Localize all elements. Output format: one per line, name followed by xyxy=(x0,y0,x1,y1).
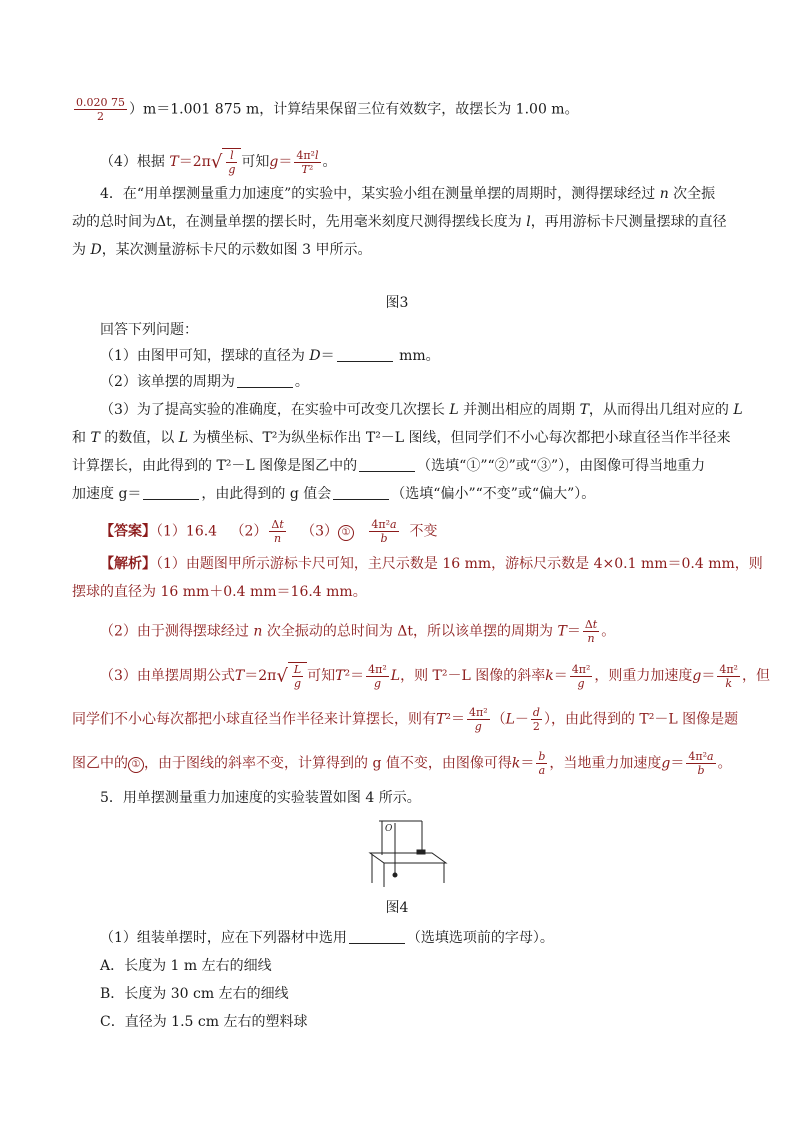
q4-sub-1: （1）由图甲可知，摆球的直径为 D＝ mm。 xyxy=(100,348,440,364)
q5-sub-1: （1）组装单摆时，应在下列器材中选用 （选填选项前的字母）。 xyxy=(100,930,554,946)
answer-blank xyxy=(143,485,199,500)
analysis-line-2: 摆球的直径为 16 mm＋0.4 mm＝16.4 mm。 xyxy=(72,584,367,600)
answer-blank xyxy=(333,485,389,500)
q4-para-line-2: 动的总时间为Δt，在测量单摆的摆长时，先用毫米刻度尺测得摆线长度为 l，再用游标卡尺测量摆球的直径 xyxy=(72,214,727,230)
figure-3-caption: 图3 xyxy=(385,295,409,311)
figure-4-caption: 图4 xyxy=(385,900,409,916)
top-line-1: $\frac{0.020 75}{2}$ ）m＝1.001 875 m，计算结果保留三位有效数字，故摆长为 1.00 m。 xyxy=(76,96,579,123)
q5-option-c: C．直径为 1.5 cm 左右的塑料球 xyxy=(100,1014,308,1030)
q4-prompt: 回答下列问题： xyxy=(100,322,198,338)
q4-para-line-1: 4．在“用单摆测量重力加速度”的实验中，某实验小组在测量单摆的周期时，测得摆球经过 n 次全振 xyxy=(100,186,716,202)
q4-para-line-3: 为 D，某次测量游标卡尺的示数如图 3 甲所示。 xyxy=(72,242,372,258)
answer-line: 【答案】（1）16.4 （2） $\frac{\Delta t}{n}$ （3） ① $\frac{\text{4π²a}}{b}$ 不变 xyxy=(100,518,438,545)
q4-sub-3-line-3: 计算摆长，由此得到的 T²－L 图像是图乙中的 （选填“①”“②”或“③”），由图像可得当地重力 xyxy=(72,458,706,474)
answer-blank xyxy=(359,457,415,472)
answer-blank xyxy=(337,347,393,362)
answer-blank xyxy=(349,929,405,944)
q5-intro: 5．用单摆测量重力加速度的实验装置如图 4 所示。 xyxy=(100,790,421,806)
pendulum-apparatus-figure xyxy=(362,817,448,887)
q5-option-a: A．长度为 1 m 左右的细线 xyxy=(100,958,272,974)
answer-blank xyxy=(237,373,293,388)
pivot-label: O xyxy=(385,824,393,834)
analysis-line-6: 图乙中的 ① ，由于图线的斜率不变，计算得到的 g 值不变，由图像可得k＝ $\frac{b}{a}$ ，当地重力加速度g＝ $\frac{\text{4π²a}}{b}$ 。 xyxy=(72,750,732,777)
fraction: $\frac{0.020 75}{2}$ xyxy=(76,96,125,123)
analysis-line-4: （3）由单摆周期公式T＝2π√ $\frac{L}{g}$ 可知T²＝ $\frac{\text{4π²}}{g}$ L，则 T²－L 图像的斜率k＝ $\frac{\text{4π²}}{g}$ ，则重力加速度g＝ $\frac{\text{4π²}}{k}$ ，但 xyxy=(100,662,770,690)
q5-option-b: B．长度为 30 cm 左右的细线 xyxy=(100,986,289,1002)
analysis-line-1: 【解析】（1）由题图甲所示游标卡尺可知，主尺示数是 16 mm，游标尺示数是 4×0.1 mm＝0.4 mm，则 xyxy=(100,556,763,572)
q4-sub-2: （2）该单摆的周期为 。 xyxy=(100,374,309,390)
q4-sub-3-line-4: 加速度 g＝ ，由此得到的 g 值会 （选填“偏小”“不变”或“偏大”）。 xyxy=(72,486,596,502)
analysis-line-3: （2）由于测得摆球经过 n 次全振动的总时间为 Δt，所以该单摆的周期为 T＝ $\frac{\Delta t}{n}$ 。 xyxy=(100,618,616,645)
top-line-2: （4）根据 T＝2π√ $\frac{l}{g}$ 可知g＝ $\frac{\text{4π²l}}{\text{T²}}$ 。 xyxy=(100,148,337,176)
analysis-line-5: 同学们不小心每次都把小球直径当作半径来计算摆长，则有T²＝ $\frac{\text{4π²}}{g}$ （L－ $\frac{d}{2}$ ），由此得到的 T²－L 图像是题 xyxy=(72,706,739,733)
q4-sub-3-line-1: （3）为了提高实验的准确度，在实验中可改变几次摆长 L 并测出相应的周期 T，从而得出几组对应的 L xyxy=(100,402,743,418)
q4-sub-3-line-2: 和 T 的数值，以 L 为横坐标、T²为纵坐标作出 T²－L 图线，但同学们不小心每次都把小球直径当作半径来 xyxy=(72,430,731,446)
